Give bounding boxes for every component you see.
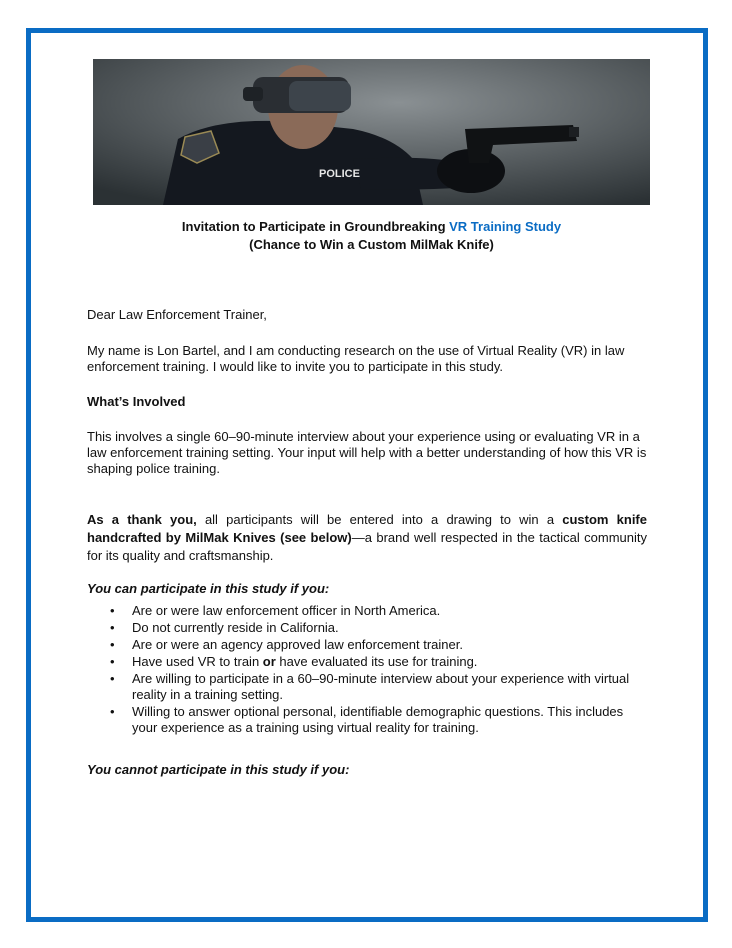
involved-paragraph: This involves a single 60–90-minute interview about your experience using or evaluating VR in a law enforcement training setting. Your input will help with a better understanding of how this VR is shaping police training.: [87, 429, 647, 476]
eligibility-list: [104, 603, 644, 737]
title-accent: VR Training Study: [449, 219, 562, 234]
criterion-text: have evaluated its use for training.: [275, 654, 478, 669]
bullet-icon: •: [110, 637, 115, 652]
thanks-tail: —a brand well respected in the tactical community for its quality and craftsmanship.: [87, 530, 647, 563]
police-badge-text: POLICE: [319, 168, 360, 180]
bullet-icon: •: [110, 704, 115, 719]
thanks-paragraph: [87, 511, 647, 565]
criterion-text: Have used VR to train: [132, 654, 263, 669]
criterion-text: Are willing to participate in a 60–90-minute interview about your experience with virtual reality in a training setting.: [132, 671, 630, 702]
intro-paragraph: My name is Lon Bartel, and I am conducting research on the use of Virtual Reality (VR) in law enforcement training. I would like to invite you to participate in this study.: [87, 343, 625, 374]
involved-heading: What’s Involved: [87, 394, 186, 409]
list-item: [104, 637, 644, 653]
thanks-lead: As a thank you,: [87, 512, 197, 527]
criterion-text: Are or were law enforcement officer in North America.: [132, 603, 441, 618]
thanks-prize: custom knife handcrafted by MilMak Knives (see below): [87, 512, 647, 545]
bullet-icon: •: [110, 671, 115, 686]
list-item: [104, 603, 644, 619]
list-item: [104, 620, 644, 636]
bullet-icon: •: [110, 620, 115, 635]
criterion-text: Do not currently reside in California.: [132, 620, 339, 635]
bullet-icon: •: [110, 603, 115, 618]
hero-image: [93, 59, 650, 205]
criterion-text: Willing to answer optional personal, identifiable demographic questions. This includes your experience as a training using virtual reality for training.: [132, 704, 624, 735]
can-participate-heading: You can participate in this study if you:: [87, 581, 330, 596]
title-line-2: (Chance to Win a Custom MilMak Knife): [249, 237, 494, 252]
criterion-text: Are or were an agency approved law enforcement trainer.: [132, 637, 463, 652]
title-line-1: [93, 218, 650, 236]
list-item: [104, 671, 644, 703]
criterion-or: or: [262, 654, 276, 669]
greeting: Dear Law Enforcement Trainer,: [87, 307, 267, 322]
list-item: [104, 704, 644, 736]
list-item: [104, 654, 644, 670]
cannot-participate-heading: You cannot participate in this study if you:: [87, 762, 350, 777]
title-prefix: Invitation to Participate in Groundbreaking: [181, 219, 450, 234]
study-title: [93, 218, 650, 254]
thanks-mid: all participants will be entered into a drawing to win a: [196, 512, 563, 527]
bullet-icon: •: [110, 654, 115, 669]
officer-vr-illustration: [93, 59, 650, 205]
